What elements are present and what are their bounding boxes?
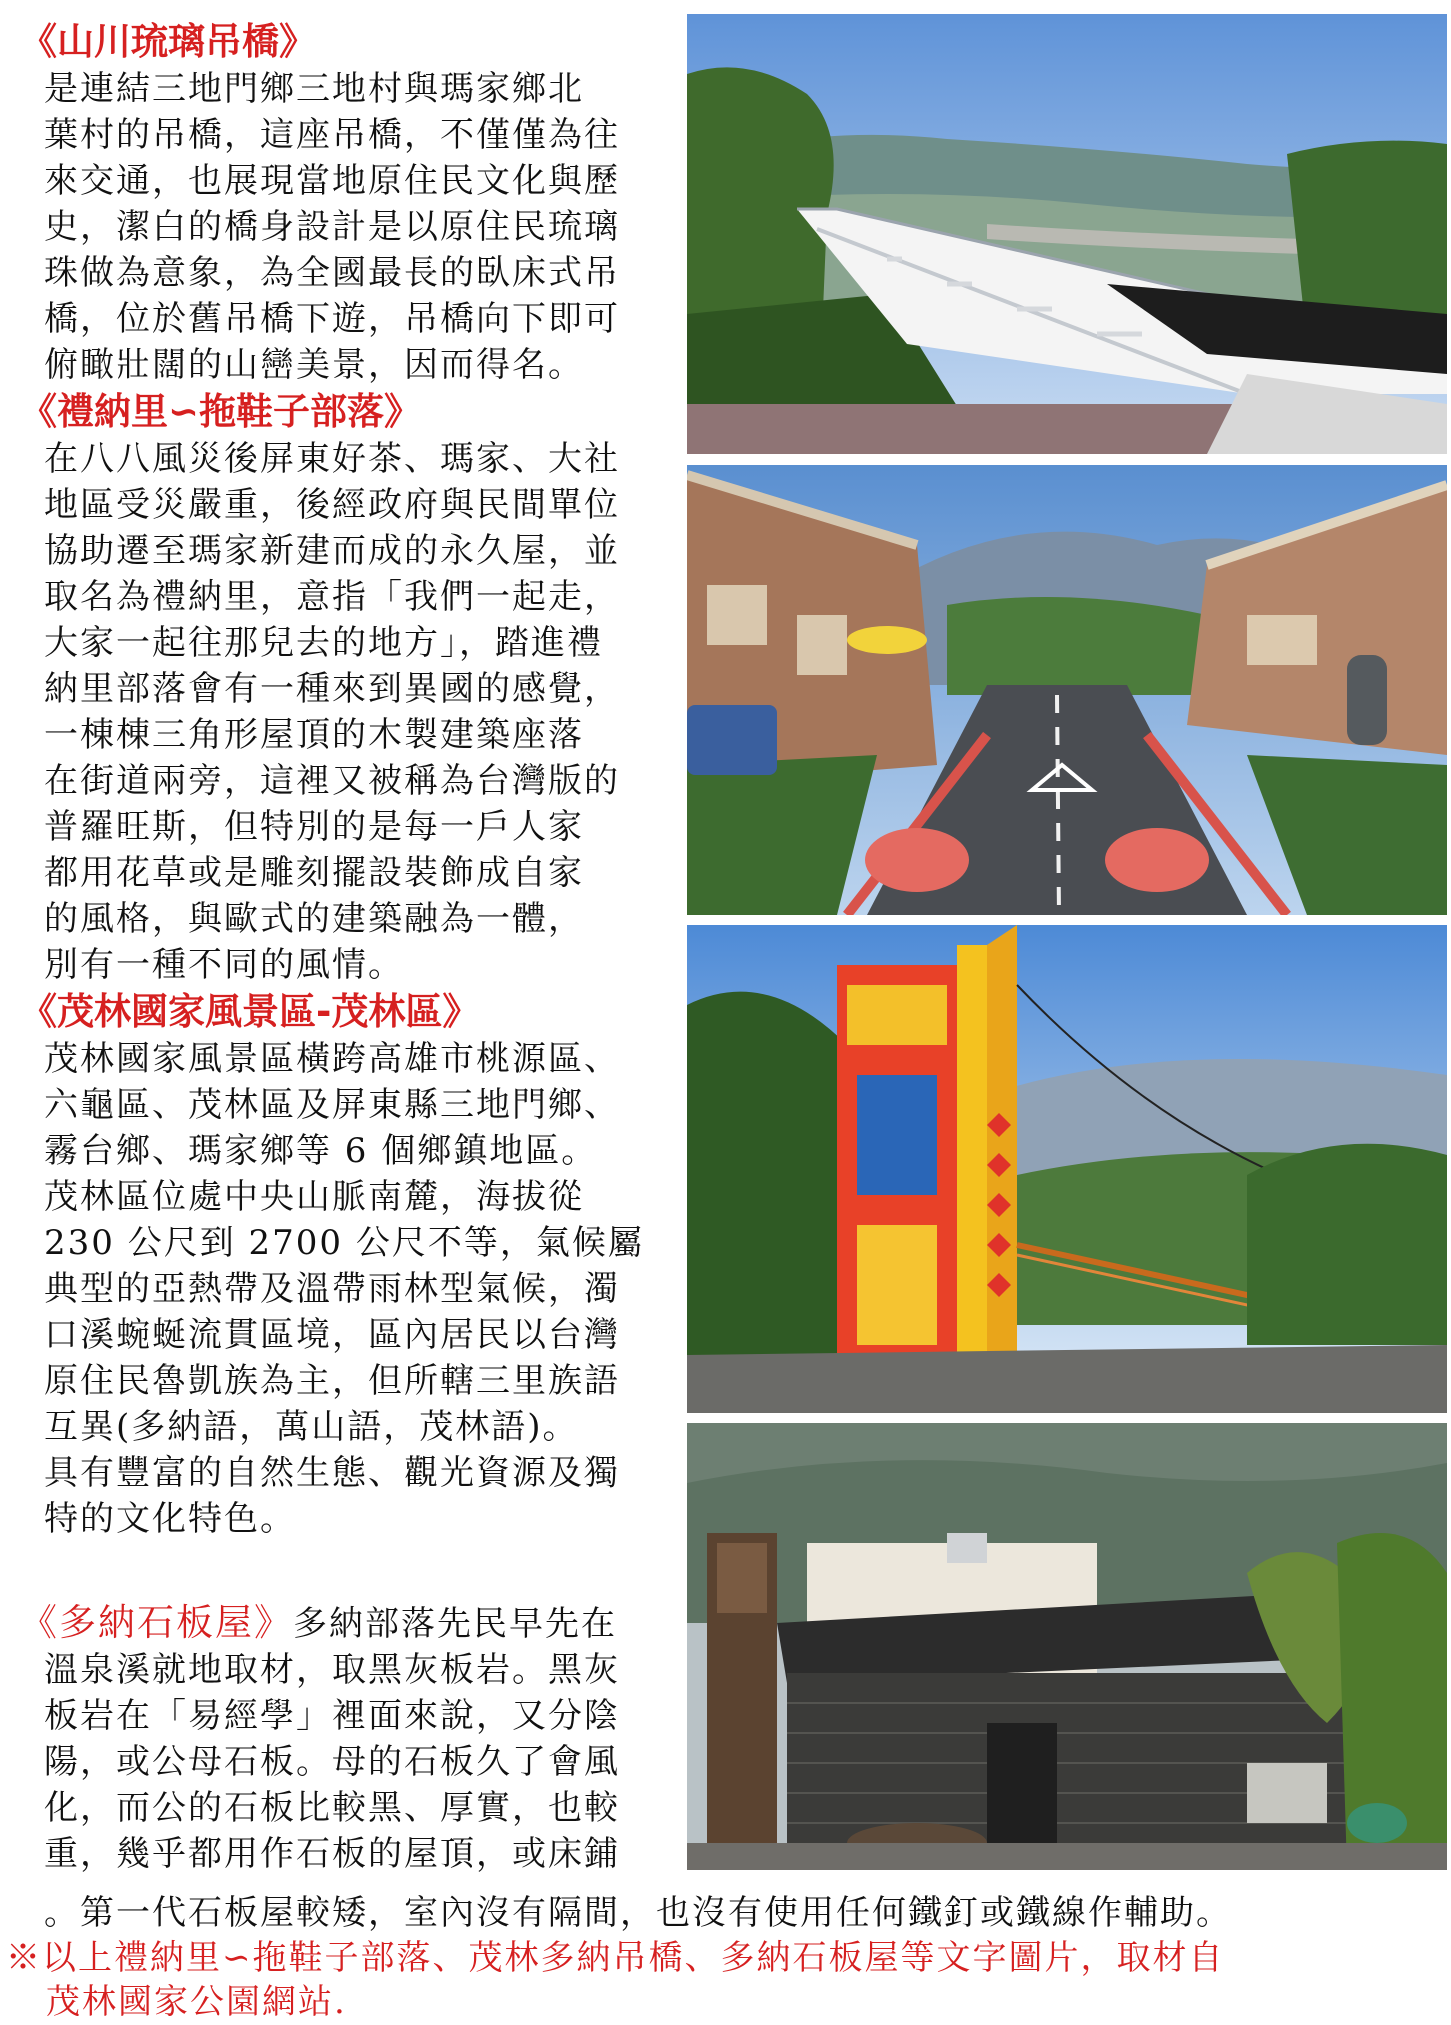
section-line: 230 公尺到 2700 公尺不等，氣候屬 <box>44 1223 644 1263</box>
section-line: 具有豐富的自然生態、觀光資源及獨 <box>44 1453 620 1493</box>
section-line: 在八八風災後屏東好茶、瑪家、大社 <box>44 439 620 479</box>
section-line: 來交通，也展現當地原住民文化與歷 <box>44 161 620 201</box>
section-line: 葉村的吊橋，這座吊橋，不僅僅為往 <box>44 115 620 155</box>
tribal-bridge-tower-photo <box>687 925 1447 1413</box>
section-line: 霧台鄉、瑪家鄉等 6 個鄉鎮地區。 <box>44 1131 598 1171</box>
section-line: 特的文化特色。 <box>44 1499 296 1539</box>
section-line: 取名為禮納里，意指「我們一起走， <box>44 577 620 617</box>
section-line: 多納部落先民早先在 <box>293 1604 617 1644</box>
section-heading: 《多納石板屋》 <box>20 1601 293 1644</box>
village-street-photo <box>687 465 1447 915</box>
slate-house-photo <box>687 1423 1447 1870</box>
section-line: 的風格，與歐式的建築融為一體， <box>44 899 584 939</box>
section-line: 口溪蜿蜒流貫區境，區內居民以台灣 <box>44 1315 620 1355</box>
section-line: 別有一種不同的風情。 <box>44 945 404 985</box>
section-line: 地區受災嚴重，後經政府與民間單位 <box>44 485 620 525</box>
section-line: 珠做為意象，為全國最長的臥床式吊 <box>44 253 620 293</box>
section-line: 都用花草或是雕刻擺設裝飾成自家 <box>44 853 584 893</box>
section-line: 六龜區、茂林區及屏東縣三地門鄉、 <box>44 1085 620 1125</box>
section-first-line <box>20 1600 670 1647</box>
section-line: 典型的亞熱帶及溫帶雨林型氣候，濁 <box>44 1269 620 1309</box>
section-line: 化，而公的石板比較黑、厚實，也較 <box>44 1788 620 1828</box>
section-slate-house <box>20 1600 670 1877</box>
village-street-illustration <box>687 465 1447 915</box>
section-line: 是連結三地門鄉三地村與瑪家鄉北 <box>44 69 584 109</box>
section-rinari-village <box>20 388 670 988</box>
source-note <box>6 1936 1446 2024</box>
section-line: 一棟棟三角形屋頂的木製建築座落 <box>44 715 584 755</box>
section-line: 協助遷至瑪家新建而成的永久屋，並 <box>44 531 620 571</box>
slate-house-closing-line: 。第一代石板屋較矮，室內沒有隔間，也沒有使用任何鐵釘或鐵線作輔助。 <box>44 1893 1232 1933</box>
section-line: 板岩在「易經學」裡面來說，又分陰 <box>44 1696 620 1736</box>
suspension-bridge-photo <box>687 14 1447 454</box>
section-line: 重，幾乎都用作石板的屋頂，或床鋪 <box>44 1834 620 1874</box>
section-line: 原住民魯凱族為主，但所轄三里族語 <box>44 1361 620 1401</box>
section-line: 俯瞰壯闊的山巒美景，因而得名。 <box>44 345 584 385</box>
text-column <box>20 18 670 1542</box>
source-note-line: ※以上禮納里∽拖鞋子部落、茂林多納吊橋、多納石板屋等文字圖片，取材自 <box>6 1938 1225 1978</box>
section-maolin-scenic-area <box>20 988 670 1542</box>
section-line: 茂林國家風景區橫跨高雄市桃源區、 <box>44 1039 620 1079</box>
section-line: 溫泉溪就地取材，取黑灰板岩。黑灰 <box>44 1650 620 1690</box>
section-suspension-bridge <box>20 18 670 388</box>
section-line: 史，潔白的橋身設計是以原住民琉璃 <box>44 207 620 247</box>
tribal-bridge-tower-illustration <box>687 925 1447 1413</box>
section-line: 大家一起往那兒去的地方」，踏進禮 <box>44 623 603 663</box>
section-heading: 《茂林國家風景區-茂林區》 <box>20 990 480 1033</box>
section-line: 茂林區位處中央山脈南麓，海拔從 <box>44 1177 584 1217</box>
section-line: 普羅旺斯，但特別的是每一戶人家 <box>44 807 584 847</box>
section-line: 在街道兩旁，這裡又被稱為台灣版的 <box>44 761 620 801</box>
section-line: 陽，或公母石板。母的石板久了會風 <box>44 1742 620 1782</box>
suspension-bridge-illustration <box>687 14 1447 454</box>
slate-house-illustration <box>687 1423 1447 1870</box>
source-note-line: 茂林國家公園網站. <box>46 1982 347 2022</box>
section-line: 橋，位於舊吊橋下遊，吊橋向下即可 <box>44 299 620 339</box>
section-line: 納里部落會有一種來到異國的感覺， <box>44 669 620 709</box>
section-line: 互異(多納語，萬山語，茂林語)。 <box>44 1407 579 1447</box>
section-heading: 《禮納里∽拖鞋子部落》 <box>20 390 422 433</box>
section-heading: 《山川琉璃吊橋》 <box>20 20 316 63</box>
